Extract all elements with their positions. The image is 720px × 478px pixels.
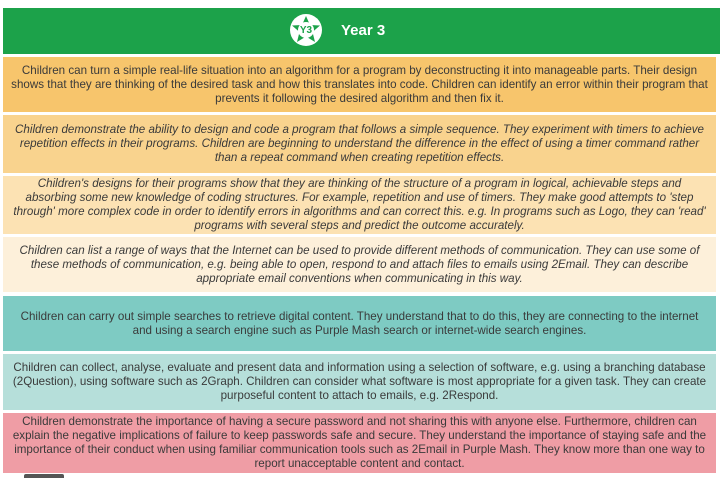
statement-safety: [3, 413, 716, 473]
year-header: [3, 8, 720, 54]
badge-label: Y3: [299, 24, 313, 36]
statement-text: Children can collect, analyse, evaluate and present data and information using a selection of software, e.g. using a branching database (2Question), using software such as 2Graph. Children can consider what software is most appropriate for a given task. They can create purposeful content to attach to emails, e.g. 2Respond.: [12, 361, 707, 402]
year-badge: [289, 13, 323, 47]
statement-algorithm: [3, 57, 716, 112]
page-title: Year 3: [341, 22, 386, 39]
statement-text: Children demonstrate the ability to design and code a program that follows a simple sequence. They experiment with timers to achieve repetition effects in their programs. Children are beginning to understand the difference in the effect of using a timer command rather than a repeat command when creating repetition effects.: [15, 123, 704, 164]
statement-design: [3, 176, 716, 234]
statement-search: [3, 296, 716, 351]
statement-communication: [3, 237, 716, 292]
statement-text: Children can list a range of ways that the Internet can be used to provide different methods of communication. They can use some of these methods of communication, e.g. being able to open, respond to and attach files to emails using 2Email. They can describe appropriate email conventions when communicating in this way.: [19, 243, 700, 285]
statement-data: [3, 354, 716, 410]
statement-text: Children's designs for their programs show that they are thinking of the structure of a program in logical, achievable steps and absorbing some new knowledge of coding structures. For example, repetition and use of timers. They make good attempts to 'step through' more complex code in order to identify errors in algorithms and can correct this. e.g. In programs such as Logo, they can 'read' programs with several steps and predict the outcome accurately.: [13, 177, 706, 232]
page-edge-mark: [24, 474, 64, 478]
statement-text: Children can turn a simple real-life situation into an algorithm for a program by deconstructing it into manageable parts. Their design shows that they are thinking of the desired task and how this translates into code. Children can identify an error within their program that prevents it following the desired algorithm and then fix it.: [11, 63, 708, 105]
statement-sequence: [3, 115, 716, 173]
statement-text: Children demonstrate the importance of having a secure password and not sharing this with anyone else. Furthermore, children can explain the negative implications of failure to keep passwords safe and secure. They understand the importance of staying safe and the importance of their conduct when using familiar communication tools such as 2Email in Purple Mash. They know more than one way to report unacceptable content and contact.: [12, 415, 707, 470]
statement-text: Children can carry out simple searches to retrieve digital content. They understand that to do this, they are connecting to the internet and using a search engine such as Purple Mash search or internet-wide search engines.: [20, 309, 699, 337]
